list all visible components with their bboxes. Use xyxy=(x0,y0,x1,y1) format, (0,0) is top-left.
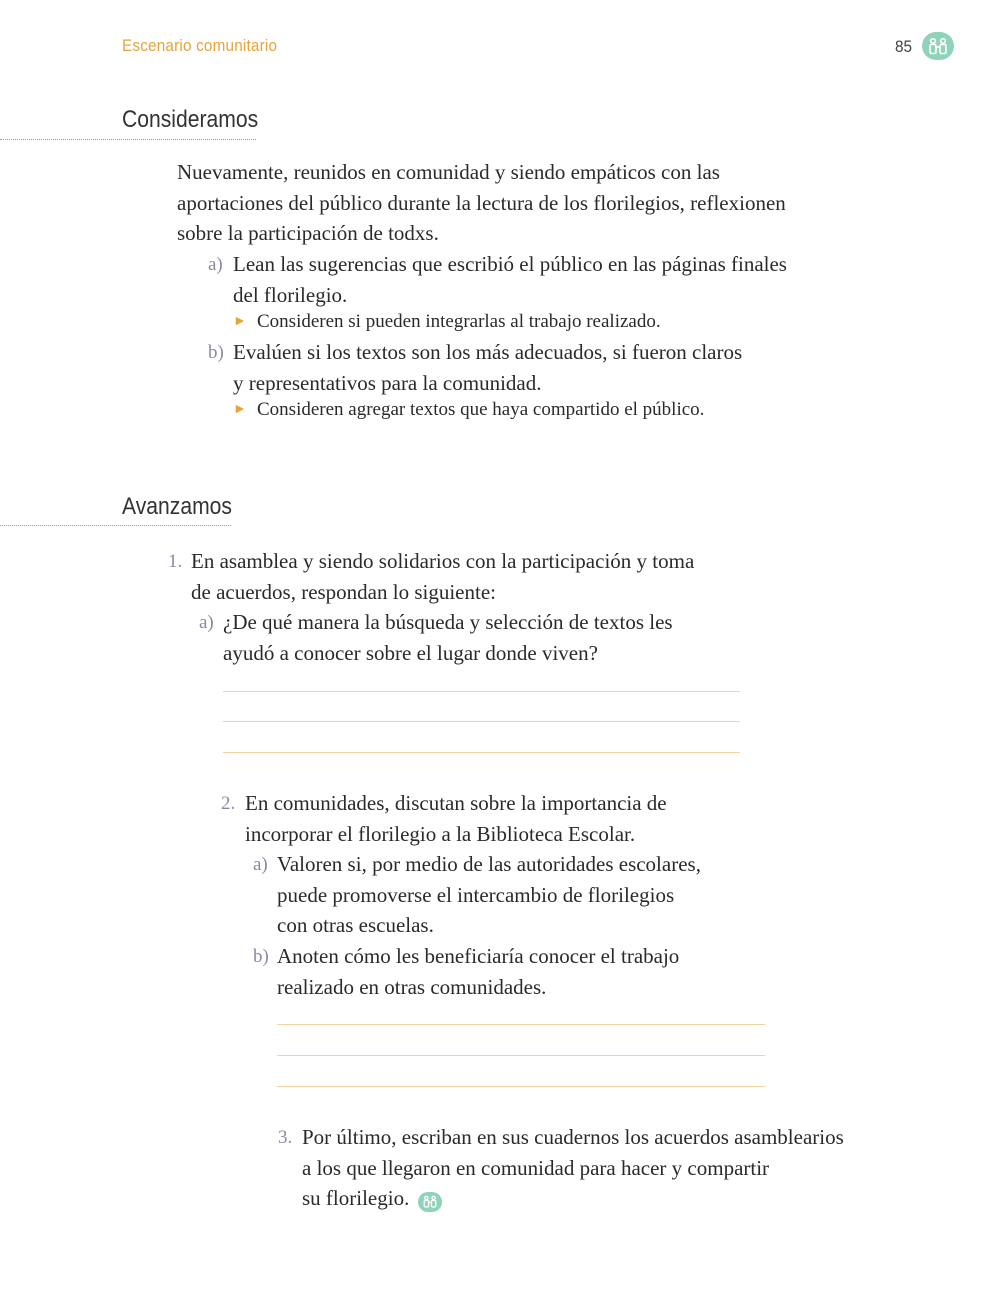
answer-line[interactable] xyxy=(277,1024,765,1025)
section-label: Escenario comunitario xyxy=(122,36,278,55)
consideramos-intro: Nuevamente, reunidos en comunidad y siendo empáticos con las aportaciones del público durante la lectura de los florilegios, reflexionen sobre la participación de todxs. xyxy=(177,160,786,245)
consideramos-item-b: Evalúen si los textos son los más adecuados, si fueron claros y representativos para la comunidad. xyxy=(233,340,743,395)
item-label: a) xyxy=(199,612,214,633)
bullet-arrow-icon: ► xyxy=(233,314,247,329)
title-underline xyxy=(0,525,231,526)
question-1-a: ¿De qué manera la búsqueda y selección de textos les ayudó a conocer sobre el lugar donde viven? xyxy=(223,610,673,665)
page-number: 85 xyxy=(895,37,913,56)
question-number: 1. xyxy=(168,551,183,572)
question-number: 3. xyxy=(278,1127,293,1148)
consideramos-item-a: Lean las sugerencias que escribió el público en las páginas finales del florilegio. xyxy=(233,252,787,307)
community-icon xyxy=(418,1192,442,1212)
consideramos-bullet-b: Consideren agregar textos que haya compartido el público. xyxy=(257,399,705,420)
section-title-avanzamos: Avanzamos xyxy=(122,493,232,520)
question-1: En asamblea y siendo solidarios con la participación y toma de acuerdos, respondan lo siguiente: xyxy=(191,549,695,604)
consideramos-bullet-a: Consideren si pueden integrarlas al trabajo realizado. xyxy=(257,311,661,332)
question-3: Por último, escriban en sus cuadernos los acuerdos asamblearios a los que llegaron en comunidad para hacer y compartir su florilegio. xyxy=(302,1125,844,1210)
item-label: b) xyxy=(208,342,224,363)
item-label: a) xyxy=(253,854,268,875)
answer-line[interactable] xyxy=(223,691,740,692)
title-underline xyxy=(0,139,256,140)
item-label: b) xyxy=(253,946,269,967)
question-2-b: Anoten cómo les beneficiaría conocer el trabajo realizado en otras comunidades. xyxy=(277,944,680,999)
question-number: 2. xyxy=(221,793,236,814)
question-2-a: Valoren si, por medio de las autoridades escolares, puede promoverse el intercambio de florilegios con otras escuelas. xyxy=(277,852,701,937)
question-2: En comunidades, discutan sobre la importancia de incorporar el florilegio a la Biblioteca Escolar. xyxy=(245,791,667,846)
answer-line[interactable] xyxy=(223,752,740,753)
answer-line[interactable] xyxy=(277,1086,765,1087)
item-label: a) xyxy=(208,254,223,275)
answer-line[interactable] xyxy=(223,721,740,722)
community-icon xyxy=(922,32,954,60)
answer-line[interactable] xyxy=(277,1055,765,1056)
bullet-arrow-icon: ► xyxy=(233,402,247,417)
section-title-consideramos: Consideramos xyxy=(122,106,259,133)
